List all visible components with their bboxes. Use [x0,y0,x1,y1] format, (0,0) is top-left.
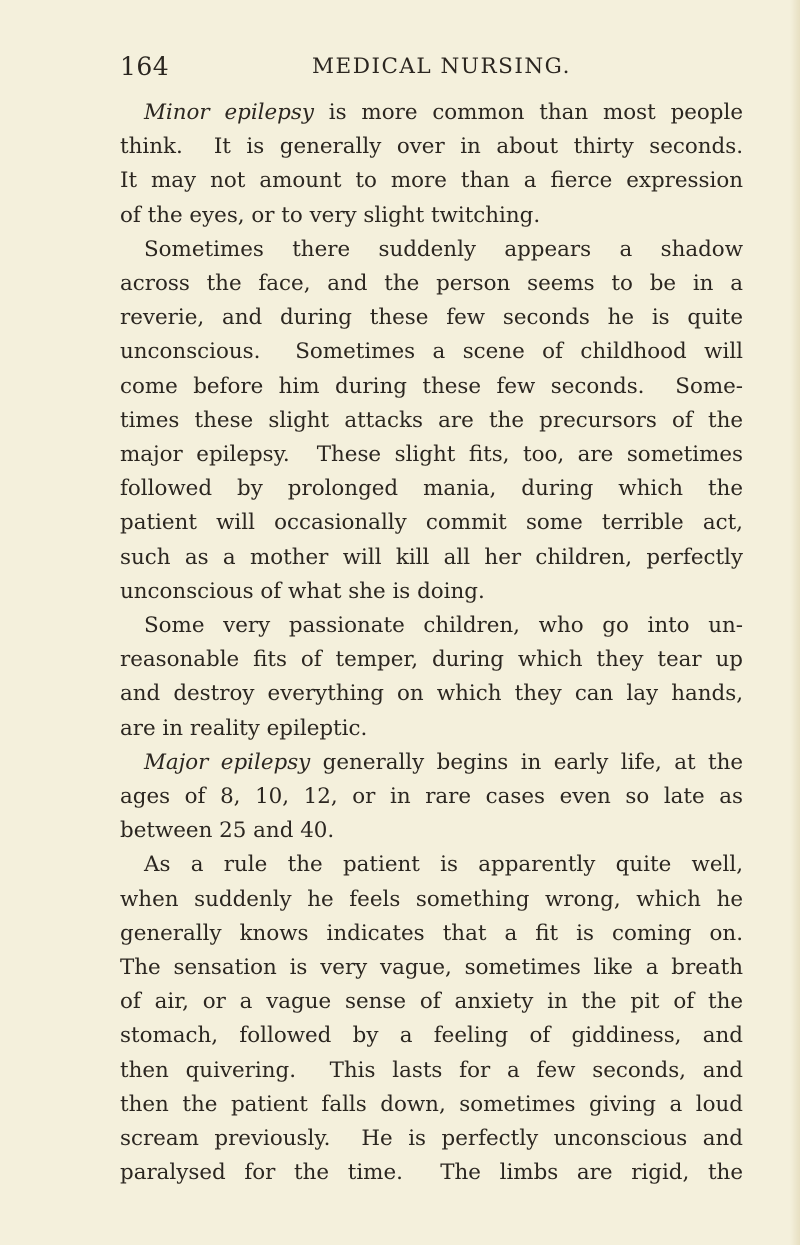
line-text: It may not amount to more than a fierce expression [120,168,743,194]
text-line [120,780,743,814]
text-line [120,677,743,711]
text-line [120,301,743,335]
line-text: Some very passionate children, who go into un- [144,613,743,639]
line-text: generally begins in early life, at the [310,749,744,775]
line-text: such as a mother will kill all her children, perfectly [120,544,743,570]
line-text: of the eyes, or to very slight twitching. [120,202,541,228]
line-text: major epilepsy. These slight fits, too, are sometimes [120,442,743,468]
text-line [120,438,743,472]
line-text: come before him during these few seconds. Some- [120,373,743,399]
line-text: then the patient falls down, sometimes giving a loud [120,1091,743,1117]
line-text: reverie, and during these few seconds he is quite [120,305,743,331]
text-line [120,164,743,198]
text-line [120,506,743,540]
text-line [120,472,743,506]
page-number: 164 [120,52,170,81]
line-text: generally knows indicates that a fit is coming on. [120,920,743,946]
text-line [120,746,743,780]
text-line [120,1122,743,1156]
line-text: are in reality epileptic. [120,715,368,741]
text-line [120,848,743,882]
italic-term: Major epilepsy [144,749,311,775]
text-line [120,712,743,746]
line-text: patient will occasionally commit some terrible act, [120,510,743,536]
line-text: stomach, followed by a feeling of giddiness, and [120,1023,743,1049]
line-text: and destroy everything on which they can lay hands, [120,681,743,707]
italic-term: Minor epilepsy [144,100,314,125]
line-text: scream previously. He is perfectly unconscious and [120,1126,743,1152]
line-text: times these slight attacks are the precursors of the [120,407,743,433]
line-text: when suddenly he feels something wrong, which he [120,886,743,912]
text-line [120,1156,743,1190]
text-line [120,1019,743,1053]
line-text: think. It is generally over in about thirty seconds. [120,134,743,160]
line-text: reasonable fits of temper, during which they tear up [120,647,743,673]
line-text: ages of 8, 10, 12, or in rare cases even so late as [120,784,743,810]
text-line [120,985,743,1019]
text-line [120,130,743,164]
text-line [120,199,743,233]
page-edge-shadow [790,0,800,1245]
text-line [120,883,743,917]
text-line [120,609,743,643]
line-text: then quivering. This lasts for a few seconds, and [120,1057,743,1083]
running-head [120,52,740,86]
line-text: of air, or a vague sense of anxiety in the pit of the [120,989,743,1015]
line-text: unconscious of what she is doing. [120,578,485,604]
line-text: is more common than most people [313,100,743,125]
text-line [120,1088,743,1122]
line-text: The sensation is very vague, sometimes like a breath [120,955,743,981]
line-text: across the face, and the person seems to be in a [120,271,743,297]
line-text: Sometimes there suddenly appears a shadow [144,236,743,262]
text-line [120,267,743,301]
text-line [120,814,743,848]
text-line [120,370,743,404]
text-line [120,1054,743,1088]
text-line [120,404,743,438]
text-line [120,541,743,575]
text-line [120,575,743,609]
text-line [120,643,743,677]
text-line [120,917,743,951]
body-text [120,96,743,1191]
text-line [120,233,743,267]
line-text: paralysed for the time. The limbs are rigid, the [120,1160,743,1186]
line-text: unconscious. Sometimes a scene of childhood will [120,339,743,365]
line-text: between 25 and 40. [120,818,335,844]
text-line [120,335,743,369]
line-text: followed by prolonged mania, during which the [120,476,743,502]
running-title: MEDICAL NURSING. [312,54,571,79]
text-line [120,96,743,130]
text-line [120,951,743,985]
line-text: As a rule the patient is apparently quite well, [144,852,743,878]
